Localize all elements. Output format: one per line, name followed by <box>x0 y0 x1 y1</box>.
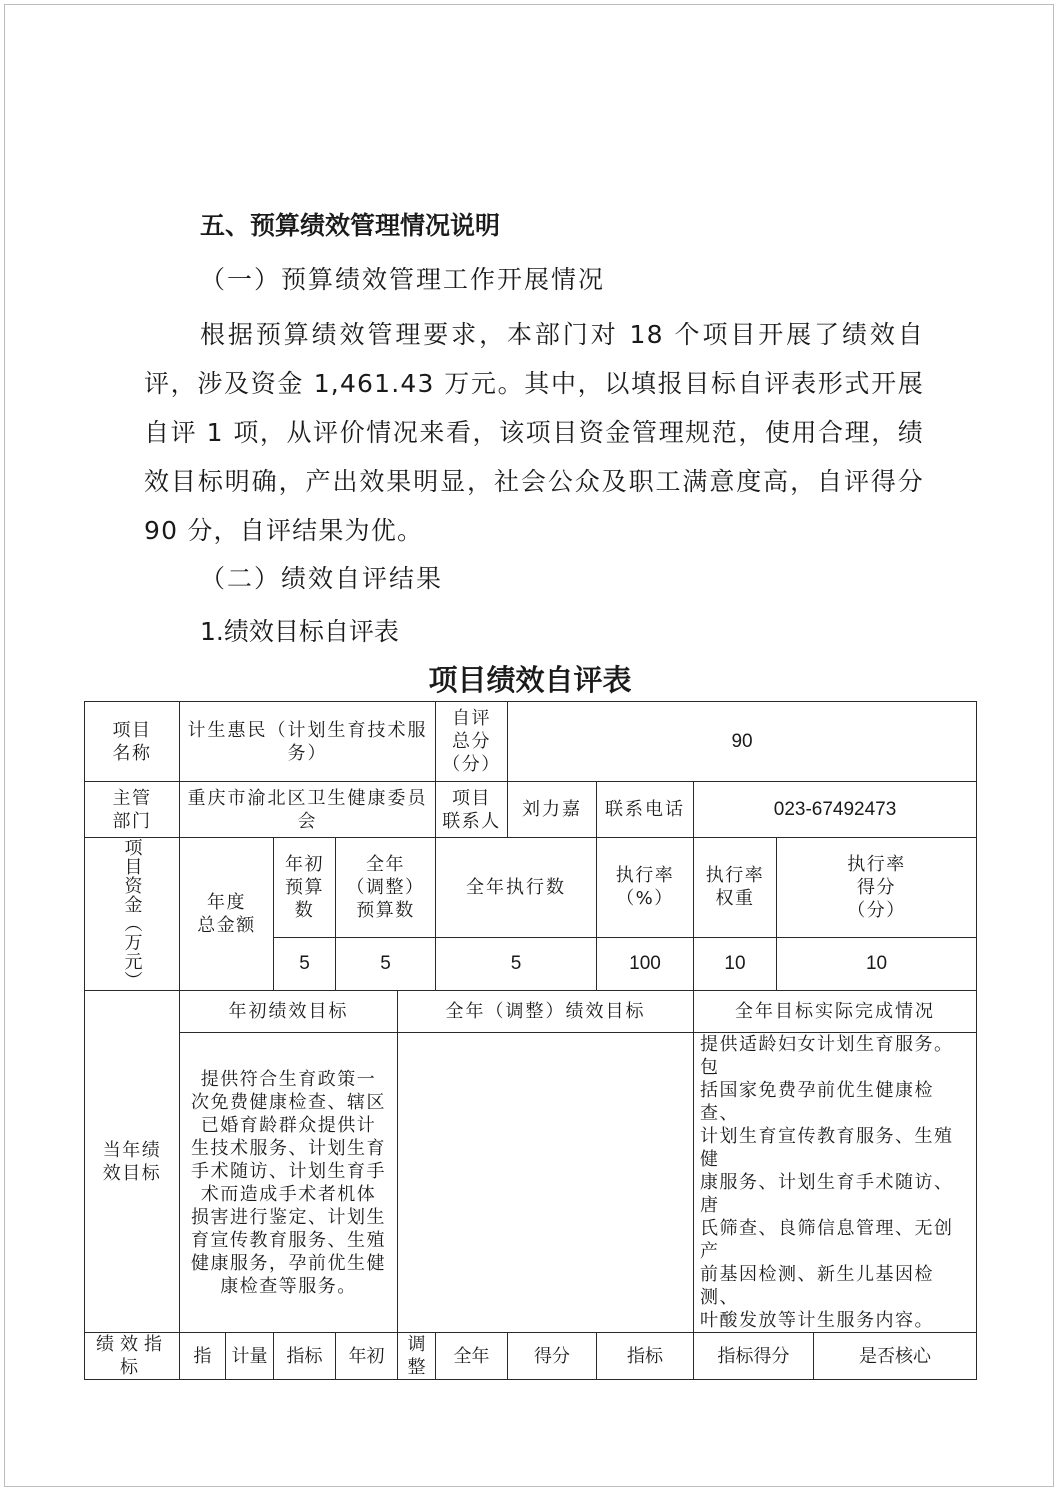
project-name-value: 计生惠民（计划生育技术服务） <box>180 702 436 782</box>
actual-completion-header: 全年目标实际完成情况 <box>694 991 977 1033</box>
annual-goals-label: 当年绩 效目标 <box>85 991 180 1333</box>
adjusted-goals-text <box>398 1033 694 1333</box>
initial-budget-value: 5 <box>274 937 336 990</box>
table-row <box>85 702 977 782</box>
initial-goals-header: 年初绩效目标 <box>180 991 398 1033</box>
subsection-heading-1: （一）预算绩效管理工作开展情况 <box>200 265 606 294</box>
indicator-col-2: 计量 <box>226 1333 274 1380</box>
performance-evaluation-table <box>84 701 977 1380</box>
rate-weight-label: 执行率 权重 <box>694 838 777 938</box>
phone-value: 023-67492473 <box>694 782 977 838</box>
section-heading: 五、预算绩效管理情况说明 <box>200 211 501 240</box>
rate-score-value: 10 <box>777 937 977 990</box>
table-row <box>85 991 977 1033</box>
actual-completion-text: 提供适龄妇女计划生育服务。包 括国家免费孕前优生健康检查、 计划生育宣传教育服务、生殖健 康服务、计划生育手术随访、唐 氏筛查、良筛信息管理、无创产 前基因检测、新生儿基因检测、 叶酸发放等计生服务内容。 <box>694 1033 977 1333</box>
indicator-col-3: 指标 <box>274 1333 336 1380</box>
department-label: 主管 部门 <box>85 782 180 838</box>
indicator-col-10: 是否核心 <box>814 1333 977 1380</box>
indicator-col-8: 指标 <box>597 1333 694 1380</box>
initial-goals-text: 提供符合生育政策一 次免费健康检查、辖区 已婚育龄群众提供计 生技术服务、计划生育 手术随访、计划生育手 术而造成手术者机体 损害进行鉴定、计划生 育宣传教育服务、生殖 健康服务，孕前优生健 康检查等服务。 <box>180 1033 398 1333</box>
department-value: 重庆市渝北区卫生健康委员会 <box>180 782 436 838</box>
executed-label: 全年执行数 <box>436 838 597 938</box>
table-row <box>85 1333 977 1380</box>
self-score-value: 90 <box>508 702 977 782</box>
project-name-label: 项目 名称 <box>85 702 180 782</box>
indicator-col-5: 调整 <box>398 1333 436 1380</box>
contact-value: 刘力嘉 <box>508 782 597 838</box>
indicator-col-9: 指标得分 <box>694 1333 814 1380</box>
contact-label: 项目 联系人 <box>436 782 508 838</box>
table-row <box>85 782 977 838</box>
rate-score-label: 执行率 得分 （分） <box>777 838 977 938</box>
adjusted-budget-value: 5 <box>336 937 436 990</box>
rate-weight-value: 10 <box>694 937 777 990</box>
indicator-col-4: 年初 <box>336 1333 398 1380</box>
total-amount-label: 年度 总金额 <box>180 838 274 991</box>
initial-budget-label: 年初 预算数 <box>274 838 336 938</box>
indicators-side-label: 绩效指标 <box>85 1333 180 1380</box>
indicator-col-7: 得分 <box>508 1333 597 1380</box>
adjusted-budget-label: 全年 （调整） 预算数 <box>336 838 436 938</box>
executed-value: 5 <box>436 937 597 990</box>
indicator-col-1: 指 <box>180 1333 226 1380</box>
funds-side-cell <box>85 838 180 991</box>
self-score-label: 自评 总分 （分） <box>436 702 508 782</box>
funds-side-label: 项目资金（万元） <box>121 838 143 990</box>
table-title: 项目绩效自评表 <box>428 663 632 697</box>
execution-rate-label: 执行率 （%） <box>597 838 694 938</box>
execution-rate-value: 100 <box>597 937 694 990</box>
phone-label: 联系电话 <box>597 782 694 838</box>
table-row <box>85 1033 977 1333</box>
indicator-col-6: 全年 <box>436 1333 508 1380</box>
subsection-heading-2: （二）绩效自评结果 <box>200 564 444 593</box>
adjusted-goals-header: 全年（调整）绩效目标 <box>398 991 694 1033</box>
subsection-heading-3: 1.绩效目标自评表 <box>200 617 399 646</box>
table-row <box>85 838 977 938</box>
body-paragraph: 根据预算绩效管理要求，本部门对 18 个项目开展了绩效自评，涉及资金 1,461.43 万元。其中，以填报目标自评表形式开展自评 1 项，从评价情况来看，该项目资金管理规范，使用合理，绩效目标明确，产出效果明显，社会公众及职工满意度高，自评得分 90 分，自评结果为优。 <box>144 320 924 545</box>
